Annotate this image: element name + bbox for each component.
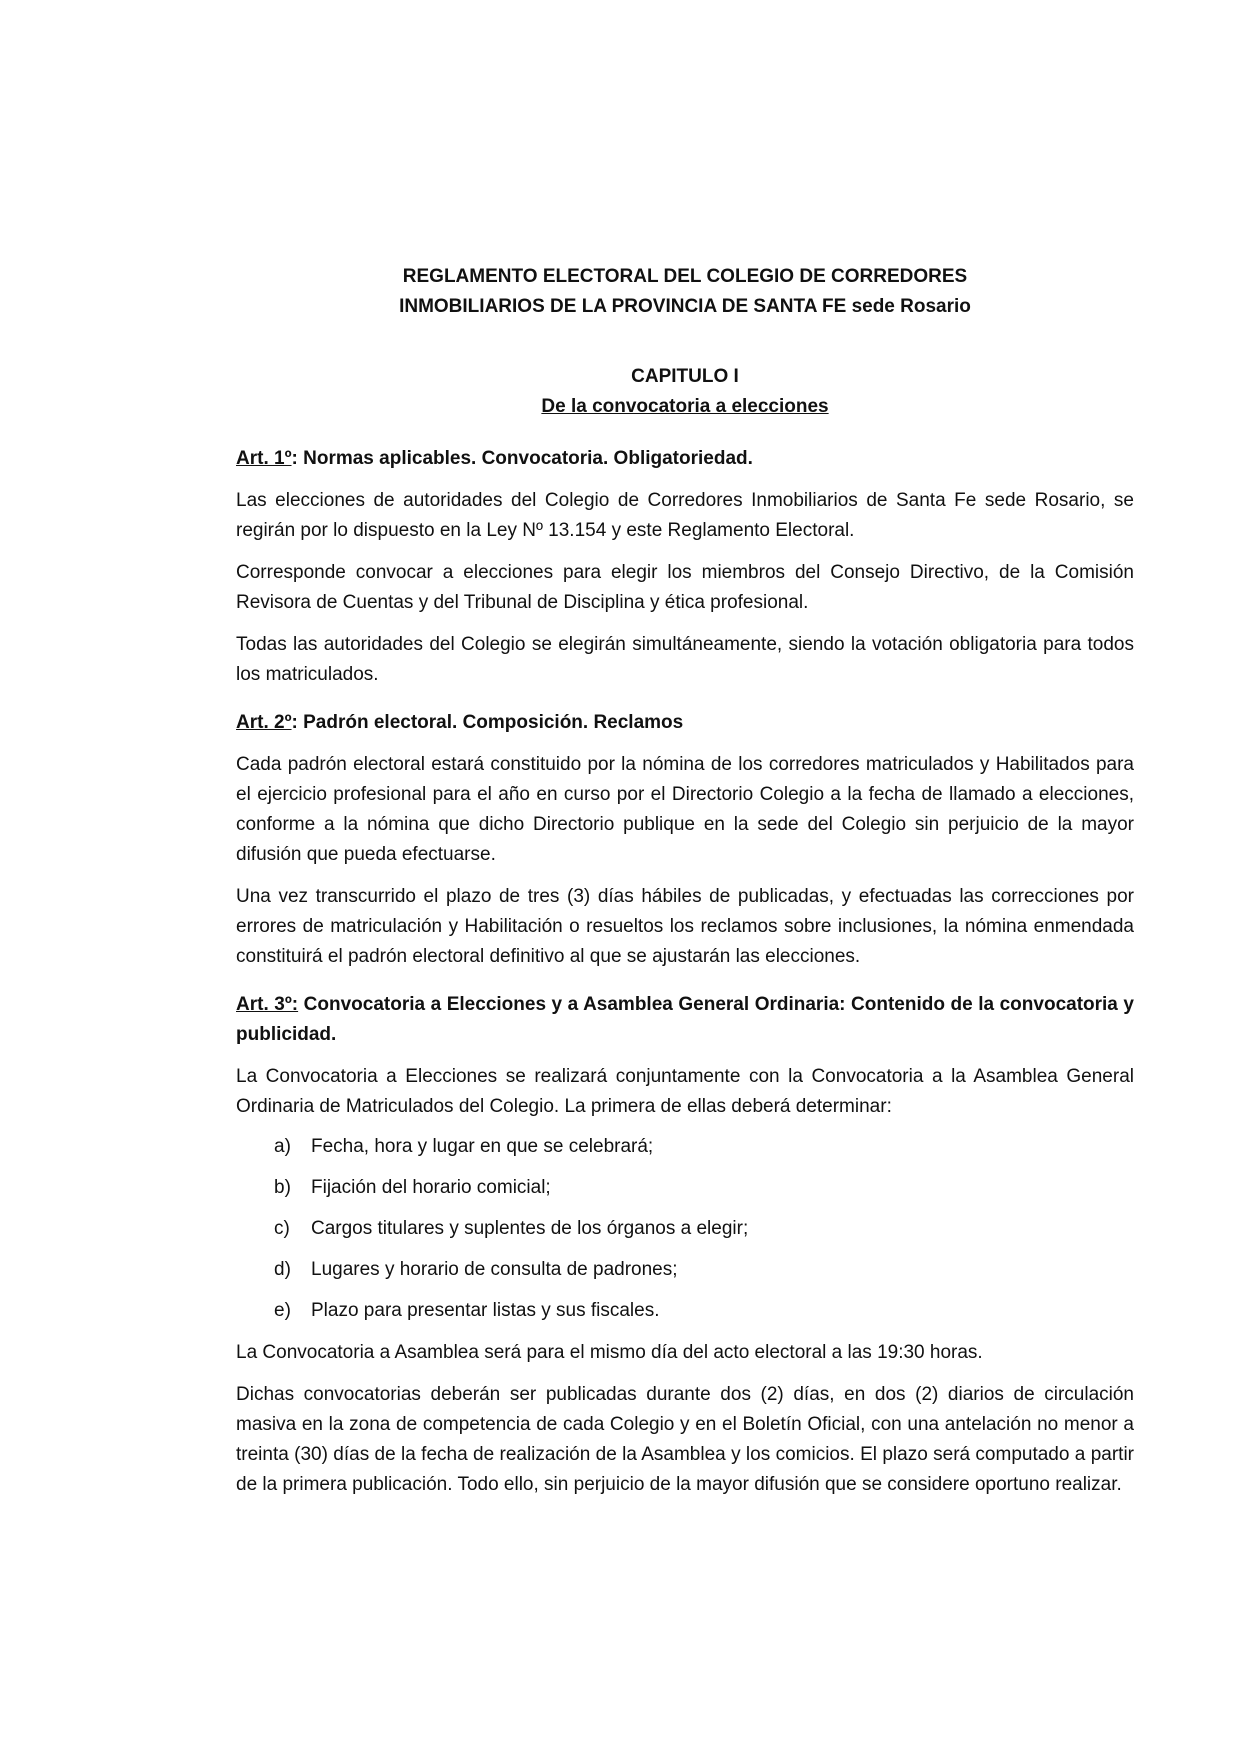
list-item-text: Cargos titulares y suplentes de los órganos a elegir; <box>311 1218 749 1239</box>
article-2-heading <box>236 708 1134 738</box>
list-item <box>274 1296 1134 1326</box>
list-item <box>274 1214 1134 1244</box>
article-1-paragraph-3: Todas las autoridades del Colegio se elegirán simultáneamente, siendo la votación obligatoria para todos los matriculados. <box>236 634 1134 685</box>
article-3-heading <box>236 990 1134 1050</box>
list-item-letter: d) <box>274 1259 291 1280</box>
article-1-paragraph-1: Las elecciones de autoridades del Colegio de Corredores Inmobiliarios de Santa Fe sede Rosario, se regirán por lo dispuesto en la Ley Nº 13.154 y este Reglamento Electoral. <box>236 490 1134 541</box>
list-item-text: Lugares y horario de consulta de padrones; <box>311 1259 678 1280</box>
document-title <box>236 262 1134 322</box>
list-item <box>274 1255 1134 1285</box>
article-1-heading <box>236 444 1134 474</box>
article-1-title: Normas aplicables. Convocatoria. Obligatoriedad. <box>297 448 753 469</box>
list-item-text: Fijación del horario comicial; <box>311 1177 551 1198</box>
list-item-letter: e) <box>274 1300 291 1321</box>
list-item-letter: a) <box>274 1136 291 1157</box>
article-3-title: Convocatoria a Elecciones y a Asamblea General Ordinaria: Contenido de la convocatoria y publicidad. <box>236 994 1134 1045</box>
chapter-heading <box>236 362 1134 422</box>
list-item-text: Fecha, hora y lugar en que se celebrará; <box>311 1136 654 1157</box>
list-item-letter: c) <box>274 1218 290 1239</box>
document-page <box>236 262 1134 1500</box>
list-item <box>274 1132 1134 1162</box>
article-2-paragraph-2: Una vez transcurrido el plazo de tres (3) días hábiles de publicadas, y efectuadas las correcciones por errores de matriculación y Habilitación o resueltos los reclamos sobre inclusiones, la nómina enmendada constituirá el padrón electoral definitivo al que se ajustarán las elecciones. <box>236 886 1134 967</box>
article-2-number: Art. 2º <box>236 712 292 733</box>
chapter-subtitle: De la convocatoria a elecciones <box>541 396 829 417</box>
article-3-paragraph-after-2: Dichas convocatorias deberán ser publicadas durante dos (2) días, en dos (2) diarios de circulación masiva en la zona de competencia de cada Colegio y en el Boletín Oficial, con una antelación no menor a treinta (30) días de la fecha de realización de la Asamblea y los comicios. El plazo será computado a partir de la primera publicación. Todo ello, sin perjuicio de la mayor difusión que se considere oportuno realizar. <box>236 1384 1134 1495</box>
document-title-line-1: REGLAMENTO ELECTORAL DEL COLEGIO DE CORREDORES <box>402 266 968 287</box>
chapter-title: CAPITULO I <box>631 366 739 387</box>
article-2-paragraph-1: Cada padrón electoral estará constituido por la nómina de los corredores matriculados y Habilitados para el ejercicio profesional para el año en curso por el Directorio Colegio a la fecha de llamado a elecciones, conforme a la nómina que dicho Directorio publique en la sede del Colegio sin perjuicio de la mayor difusión que pueda efectuarse. <box>236 754 1134 865</box>
article-3-paragraph-after-1: La Convocatoria a Asamblea será para el mismo día del acto electoral a las 19:30 horas. <box>236 1342 983 1363</box>
article-2-separator: : <box>291 712 298 733</box>
list-item <box>274 1173 1134 1203</box>
list-item-letter: b) <box>274 1177 291 1198</box>
article-2-title: Padrón electoral. Composición. Reclamos <box>297 712 684 733</box>
article-1-paragraph-2: Corresponde convocar a elecciones para elegir los miembros del Consejo Directivo, de la Comisión Revisora de Cuentas y del Tribunal de Disciplina y ética profesional. <box>236 562 1134 613</box>
article-1-number: Art. 1º <box>236 448 292 469</box>
article-3-number: Art. 3º: <box>236 994 299 1015</box>
list-item-text: Plazo para presentar listas y sus fiscales. <box>311 1300 660 1321</box>
article-1-separator: : <box>291 448 298 469</box>
article-3-intro: La Convocatoria a Elecciones se realizará conjuntamente con la Convocatoria a la Asamblea General Ordinaria de Matriculados del Colegio. La primera de ellas deberá determinar: <box>236 1066 1134 1117</box>
document-title-line-2: INMOBILIARIOS DE LA PROVINCIA DE SANTA FE sede Rosario <box>399 296 971 317</box>
article-3-list <box>236 1132 1134 1326</box>
